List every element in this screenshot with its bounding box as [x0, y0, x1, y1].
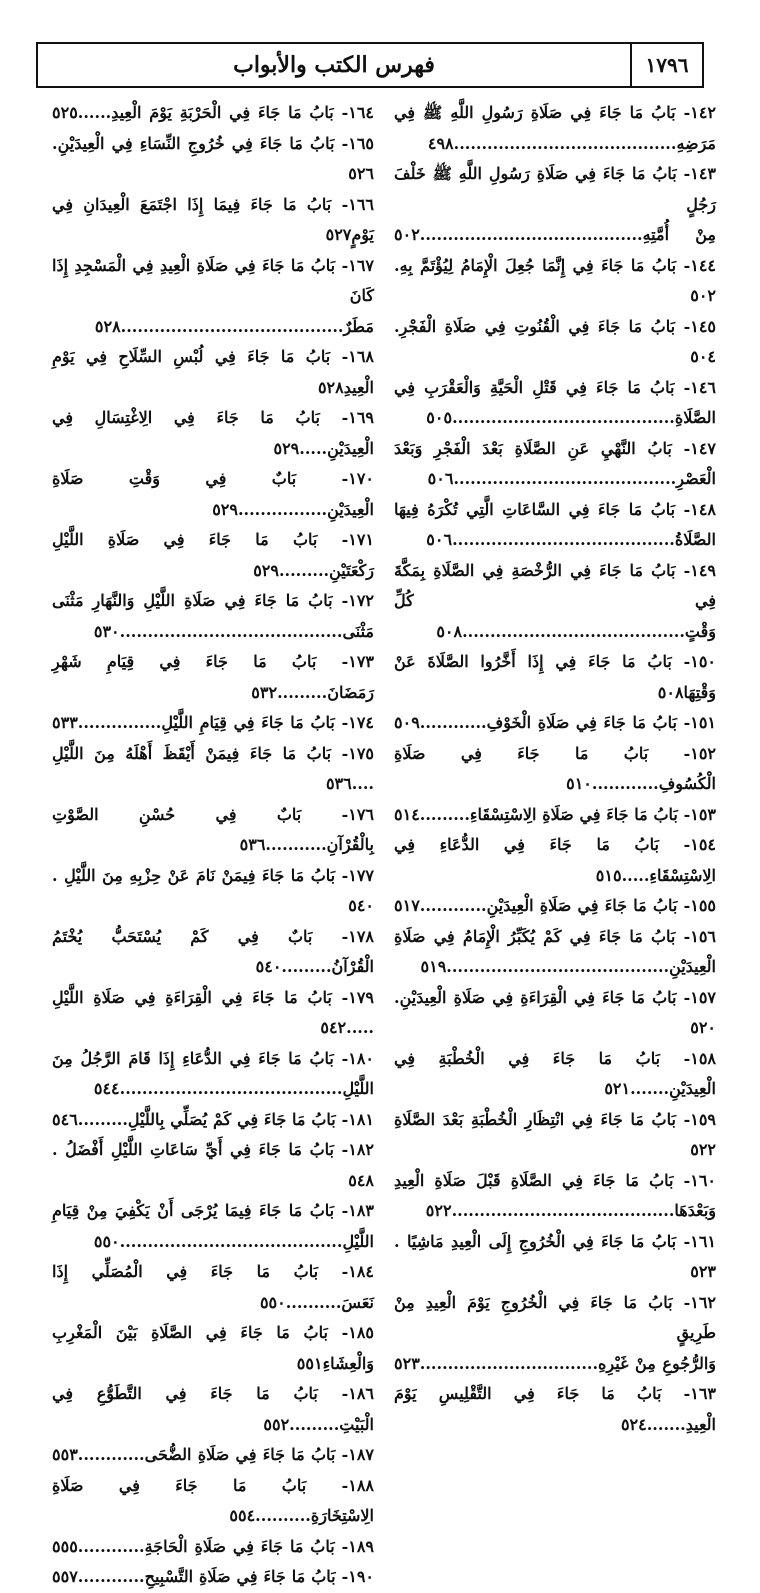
index-entry-line: مَطَرٌ........................................٥٢٨: [94, 316, 374, 336]
index-entry-line: ١٥٨- بَابُ مَا جَاءَ فِي الْخُطْبَةِ فِي الْعِيدَيْنِ.......٥٢١: [394, 1048, 716, 1098]
index-entry-line: اللَّيْلِ........................................٥٥٠: [93, 1231, 374, 1251]
index-entry-line: ١٧١- بَابُ مَا جَاءَ فِي صَلَاةِ اللَّيْلِ رَكْعَتَيْنِ.........٥٢٩: [52, 530, 374, 580]
index-entry-line: ١٧٢- بَابُ مَا جَاءَ فِي صَلَاةِ اللَّيْلِ وَالنَّهَارِ مَثْنَى: [52, 591, 374, 610]
index-entry-line: ١٦١- بَابُ مَا جَاءَ فِي الْخُرُوجِ إِلَى الْعِيدِ مَاشِيًا . ٥٢٣: [394, 1231, 716, 1281]
index-entry-line: ١٥٠- بَابُ مَا جَاءَ فِي إِذَا أَخَّرُوا الصَّلَاةَ عَنْ وَقْتِهَا٥٠٨: [394, 652, 716, 702]
index-entry-line: مَرَضِهِ........................................٤٩٨: [427, 133, 716, 153]
index-entry-line: ١٧٥- بَابُ مَا جَاءَ فِيمَنْ أَيْقَظَ أَهْلَهُ مِنَ اللَّيْلِ ....٥٣٦: [52, 743, 374, 793]
index-entry-line: ١٤٧- بَابُ النَّهْيِ عَنِ الصَّلَاةِ بَعْدَ الْفَجْرِ وَبَعْدَ: [394, 438, 716, 458]
index-entry-line: ١٥٩- بَابُ مَا جَاءَ فِي انْتِظَارِ الْخُطْبَةِ بَعْدَ الصَّلَاةِ ٥٢٢: [394, 1109, 716, 1159]
index-entry-line: ١٦٥- بَابُ مَا جَاءَ فِي خُرُوجِ النِّسَاءِ فِي الْعِيدَيْنِ. ٥٢٦: [52, 133, 374, 183]
index-entry-line: ١٥٦- بَابُ مَا جَاءَ فِي كَمْ يُكَبِّرُ الْإِمَامُ فِي صَلَاةِ: [394, 926, 716, 946]
index-entry-line: وَالرُّجُوعِ مِنْ غَيْرِهِ................................٥٢٣: [394, 1353, 716, 1373]
index-entry-line: ١٨٠- بَابُ مَا جَاءَ فِي الدُّعَاءِ إِذَا قَامَ الرَّجُلُ مِنَ: [52, 1048, 374, 1068]
index-entry-line: ١٨٦- بَابُ مَا جَاءَ فِي التَّطَوُّعِ فِي الْبَيْتِ.........٥٥٢: [52, 1384, 374, 1434]
index-entry-line: ١٦٢- بَابُ مَا جَاءَ فِي الْخُرُوجِ يَوْمَ الْعِيدِ مِنْ طَرِيقٍ: [394, 1292, 716, 1342]
index-entry-line: ١٨٩- بَابُ مَا جَاءَ فِي صَلَاةِ الْحَاجَةِ............٥٥٥: [52, 1536, 374, 1556]
index-entry-line: ١٥١- بَابُ مَا جَاءَ فِي صَلَاةِ الْخَوْفِ............٥٠٩: [394, 713, 716, 732]
page-header: [36, 42, 704, 88]
index-entry-line: وَقْتٍ........................................٥٠٨: [436, 621, 716, 641]
index-entry-line: ١٤٨- بَابُ مَا جَاءَ فِي السَّاعَاتِ الَّتِي تُكْرَهُ فِيهَا: [394, 499, 716, 519]
index-entry-line: ١٨١- بَابُ مَا جَاءَ فِي كَمْ يُصَلِّي بِاللَّيْلِ.........٥٤٦: [52, 1109, 374, 1129]
index-entry-line: ١٧٠- بَابٌ فِي وَقْتِ صَلَاةِ الْعِيدَيْنِ................٥٢٩: [52, 469, 374, 519]
index-entry-line: ١٧٨- بَابٌ فِي كَمْ يُسْتَحَبُّ يُخْتَمُ الْقُرْآنُ.........٥٤٠: [52, 926, 374, 976]
index-entry-line: ١٨٣- بَابُ مَا جَاءَ فِيمَا يُرْجَى أَنْ يَكْفِيَ مِنْ قِيَامِ: [52, 1201, 374, 1220]
index-entry-line: ١٥٣- بَابُ مَا جَاءَ فِي صَلَاةِ الِاسْتِسْقَاءِ.........٥١٤: [394, 804, 716, 824]
page-number: ١٧٩٦: [630, 44, 702, 86]
index-entry-line: ١٦٨- بَابُ مَا جَاءَ فِي لُبْسِ السِّلَاحِ فِي يَوْمِ الْعِيدِ٥٢٨: [52, 347, 374, 397]
index-entry-line: ١٨٥- بَابُ مَا جَاءَ فِي الصَّلَاةِ بَيْنَ الْمَغْرِبِ وَالْعِشَاءِ٥٥١: [52, 1323, 374, 1373]
index-column-left: [52, 98, 374, 1593]
index-entry-line: ١٧٦- بَابٌ فِي حُسْنِ الصَّوْتِ بِالْقُرْآنِ...........٥٣٦: [52, 804, 374, 854]
index-entry-line: ١٥٥- بَابُ مَا جَاءَ فِي صَلَاةِ الْعِيدَيْنِ............٥١٧: [394, 896, 716, 915]
index-entry-line: ١٤٤- بَابُ مَا جَاءَ فِي إِنَّمَا جُعِلَ الْإِمَامُ لِيُؤْتَمَّ بِهِ. ٥٠٢: [394, 255, 716, 305]
index-entry-line: ١٩٠- بَابُ مَا جَاءَ فِي صَلَاةِ التَّسْبِيحِ............٥٥٧: [52, 1567, 374, 1586]
index-entry-line: الصَّلَاةُ........................................٥٠٦: [426, 530, 716, 549]
index-entry-line: ١٥٧- بَابُ مَا جَاءَ فِي الْقِرَاءَةِ فِي صَلَاةِ الْعِيدَيْنِ. ٥٢٠: [394, 987, 716, 1037]
index-entry-line: ١٤٥- بَابُ مَا جَاءَ فِي الْقُنُوتِ فِي صَلَاةِ الْفَجْرِ. ٥٠٤: [394, 316, 716, 366]
index-entry-line: اللَّيْلِ........................................٥٤٤: [93, 1079, 374, 1098]
index-entry-line: ١٦٦- بَابُ مَا جَاءَ فِيمَا إِذَا اجْتَمَعَ الْعِيدَانِ فِي يَوْمٍ٥٢٧: [52, 194, 374, 244]
index-entry-line: ١٥٤- بَابُ مَا جَاءَ فِي الدُّعَاءِ فِي الِاسْتِسْقَاءِ.....٥١٥: [394, 835, 716, 885]
index-entry-line: ١٦٧- بَابُ مَا جَاءَ فِي صَلَاةِ الْعِيدِ فِي الْمَسْجِدِ إِذَا كَانَ: [52, 255, 374, 305]
index-entry-line: ١٤٣- بَابُ مَا جَاءَ فِي صَلَاةِ رَسُولِ اللَّهِ ﷺ خَلْفَ رَجُلٍ: [394, 164, 716, 214]
index-entry-line: ١٨٢- بَابُ مَا جَاءَ فِي أَيِّ سَاعَاتِ اللَّيْلِ أَفْضَلُ . ٥٤٨: [52, 1140, 374, 1190]
index-entry-line: ١٦٤- بَابُ مَا جَاءَ فِي الْحَرْبَةِ يَوْمَ الْعِيدِ......٥٢٥: [52, 103, 374, 122]
index-entry-line: ١٧٤- بَابُ مَا جَاءَ فِي قِيَامِ اللَّيْلِ...............٥٣٣: [52, 713, 374, 732]
index-entry-line: ١٤٢- بَابُ مَا جَاءَ فِي صَلَاةِ رَسُولِ اللَّهِ ﷺ فِي: [394, 103, 716, 122]
index-entry-line: الصَّلَاةِ........................................٥٠٥: [426, 408, 716, 427]
index-entry-line: ١٧٣- بَابُ مَا جَاءَ فِي قِيَامِ شَهْرِ رَمَضَانَ.........٥٣٢: [52, 652, 374, 702]
index-entry-line: ١٤٩- بَابُ مَا جَاءَ فِي الرُّخْصَةِ فِي الصَّلَاةِ بِمَكَّةَ فِي كُلِّ: [394, 560, 716, 610]
index-entry-line: ١٦٩- بَابُ مَا جَاءَ فِي الِاغْتِسَالِ فِي الْعِيدَيْنِ.....٥٢٩: [52, 408, 374, 458]
index-column-right: [394, 98, 716, 1440]
index-entry-line: الْعَصْرِ........................................٥٠٦: [427, 469, 716, 488]
index-entry-line: مِنْ أُمَّتِهِ........................................٥٠٢: [394, 225, 716, 244]
index-entry-line: ١٦٣- بَابُ مَا جَاءَ فِي التَّقْلِيسِ يَوْمَ الْعِيدِ.......٥٢٤: [394, 1384, 716, 1434]
index-entry-line: ١٧٩- بَابُ مَا جَاءَ فِي الْقِرَاءَةِ فِي صَلَاةِ اللَّيْلِ .....٥٤٢: [52, 987, 374, 1037]
index-entry-line: وَبَعْدَهَا........................................٥٢٢: [425, 1201, 716, 1220]
index-entry-line: ١٨٧- بَابُ مَا جَاءَ فِي صَلَاةِ الضُّحَى............٥٥٣: [52, 1445, 374, 1464]
index-entry-line: مَثْنَى........................................٥٣٠: [93, 621, 374, 641]
index-entry-line: ١٦٠- بَابُ مَا جَاءَ فِي الصَّلَاةِ قَبْلَ صَلَاةِ الْعِيدِ: [394, 1170, 716, 1190]
page-title: فهرس الكتب والأبواب: [233, 52, 435, 78]
index-entry-line: ١٤٦- بَابُ مَا جَاءَ فِي قَتْلِ الْحَيَّةِ وَالْعَقْرَبِ فِي: [394, 377, 716, 397]
index-entry-line: ١٨٤- بَابُ مَا جَاءَ فِي الْمُصَلِّي إِذَا نَعَسَ..........٥٥٠: [52, 1262, 374, 1312]
index-entry-line: ١٧٧- بَابُ مَا جَاءَ فِيمَنْ نَامَ عَنْ حِزْبِهِ مِنَ اللَّيْلِ . ٥٤٠: [52, 865, 374, 915]
index-entry-line: ١٥٢- بَابُ مَا جَاءَ فِي صَلَاةِ الْكُسُوفِ............٥١٠: [394, 743, 716, 793]
index-entry-line: الْعِيدَيْنِ........................................٥١٩: [420, 957, 716, 976]
index-entry-line: ١٨٨- بَابُ مَا جَاءَ فِي صَلَاةِ الِاسْتِخَارَةِ..........٥٥٤: [52, 1475, 374, 1525]
